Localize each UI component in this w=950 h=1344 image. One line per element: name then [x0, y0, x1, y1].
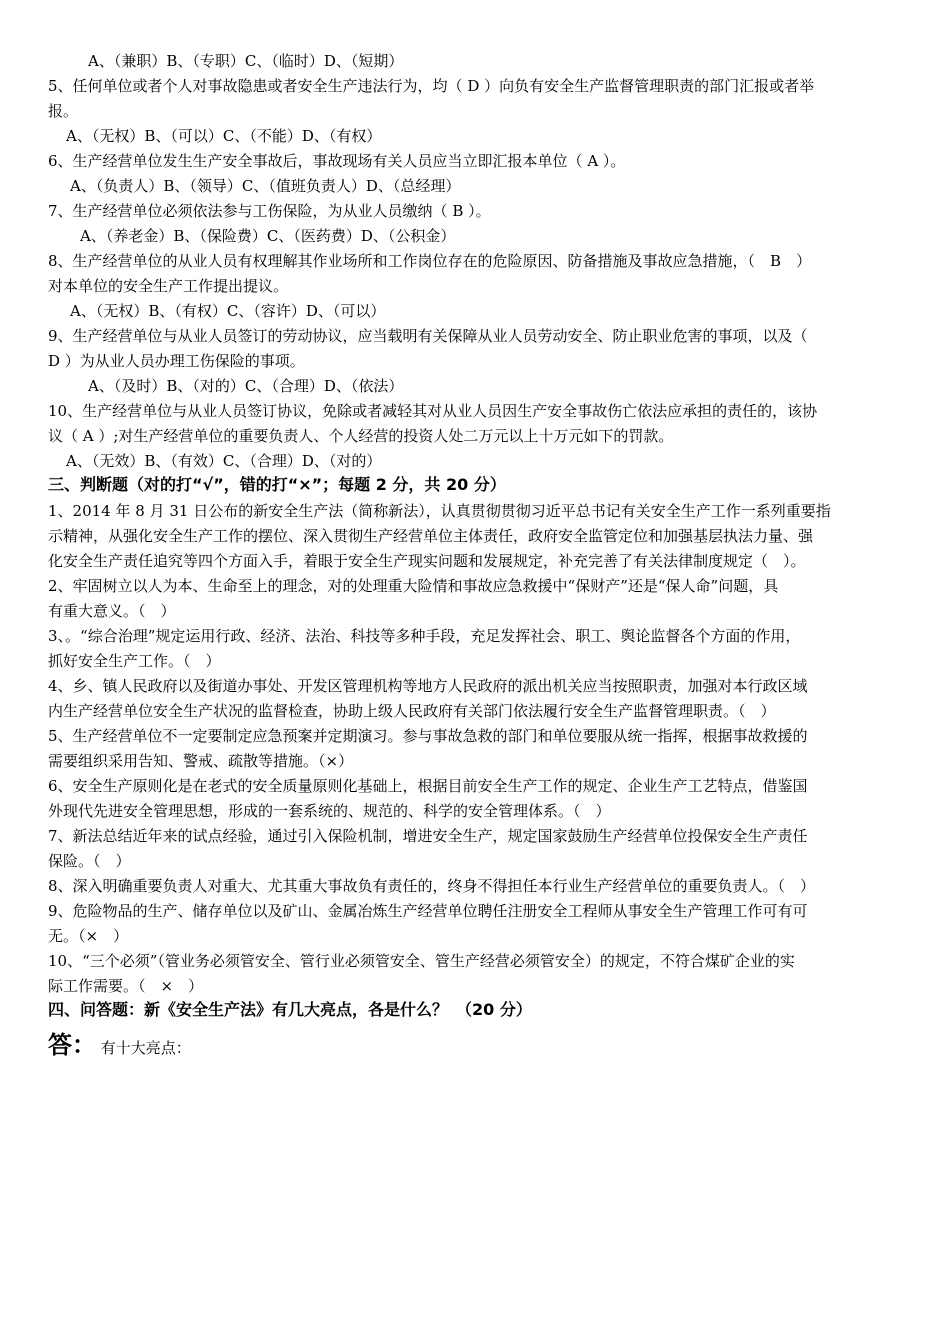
answer-text: 有十大亮点：	[100, 1039, 191, 1057]
options-q8: A、（无权）B、（有权）C、（容许）D、（可以）	[70, 302, 386, 320]
judge-10-line-2: 际工作需要。（ × ）	[48, 977, 204, 995]
section-3-heading: 三、判断题（对的打“√”，错的打“×”；每题 2 分，共 20 分）	[48, 475, 506, 494]
judge-6-line-1: 6、安全生产原则化是在老式的安全质量原则化基础上，根据目前安全生产工作的规定、企业生产工艺特点，借鉴国	[48, 777, 808, 795]
section-4-heading: 四、问答题：新《安全生产法》有几大亮点，各是什么？ （20 分）	[48, 1000, 532, 1019]
question-6: 6、生产经营单位发生生产安全事故后，事故现场有关人员应当立即汇报本单位（ A ）。	[48, 152, 626, 170]
judge-8: 8、深入明确重要负责人对重大、尤其重大事故负有责任的，终身不得担任本行业生产经营单位的重要负责人。（ ）	[48, 877, 816, 895]
judge-2-line-2: 有重大意义。（ ）	[48, 602, 176, 620]
question-10-line-1: 10、生产经营单位与从业人员签订协议，免除或者减轻其对从业人员因生产安全事故伤亡依法应承担的责任的，该协	[48, 402, 818, 420]
judge-3-line-2: 抓好安全生产工作。（ ）	[48, 652, 221, 670]
options-q7: A、（养老金）B、（保险费）C、（医药费）D、（公积金）	[80, 227, 456, 245]
judge-7-line-1: 7、新法总结近年来的试点经验，通过引入保险机制，增进安全生产，规定国家鼓励生产经营单位投保安全生产责任	[48, 827, 808, 845]
options-q10: A、（无效）B、（有效）C、（合理）D、（对的）	[66, 452, 382, 470]
judge-4-line-2: 内生产经营单位安全生产状况的监督检查，协助上级人民政府有关部门依法履行安全生产监督管理职责。（ ）	[48, 702, 776, 720]
question-8-line-2: 对本单位的安全生产工作提出提议。	[48, 277, 289, 295]
judge-2-line-1: 2、牢固树立以人为本、生命至上的理念，对的处理重大险情和事故应急救援中“保财产”还是“保人命”问题，具	[48, 577, 779, 595]
judge-9-line-1: 9、危险物品的生产、储存单位以及矿山、金属冶炼生产经营单位聘任注册安全工程师从事安全生产管理工作可有可	[48, 902, 808, 920]
judge-6-line-2: 外现代先进安全管理思想，形成的一套系统的、规范的、科学的安全管理体系。（ ）	[48, 802, 611, 820]
judge-5-line-2: 需要组织采用告知、警戒、疏散等措施。（×）	[48, 752, 354, 770]
judge-3-line-1: 3、。“综合治理”规定运用行政、经济、法治、科技等多种手段，充足发挥社会、职工、舆论监督各个方面的作用，	[48, 627, 801, 645]
judge-10-line-1: 10、“三个必须”（管业务必须管安全、管行业必须管安全、管生产经营必须管安全）的规定，不符合煤矿企业的实	[48, 952, 795, 970]
question-9-line-1: 9、生产经营单位与从业人员签订的劳动协议，应当载明有关保障从业人员劳动安全、防止职业危害的事项，以及（	[48, 327, 808, 345]
answer-label: 答：	[48, 1031, 96, 1059]
question-5-line-2: 报。	[48, 102, 79, 120]
question-8-line-1: 8、生产经营单位的从业人员有权理解其作业场所和工作岗位存在的危险原因、防备措施及事故应急措施，（ B ）	[48, 252, 812, 270]
judge-9-line-2: 无。（× ）	[48, 927, 129, 945]
question-7: 7、生产经营单位必须依法参与工伤保险，为从业人员缴纳（ B ）。	[48, 202, 491, 220]
question-5-line-1: 5、任何单位或者个人对事故隐患或者安全生产违法行为，均（ D ）向负有安全生产监督管理职责的部门汇报或者举	[48, 77, 815, 95]
options-q5: A、（无权）B、（可以）C、（不能）D、（有权）	[66, 127, 382, 145]
question-9-line-2: D ）为从业人员办理工伤保险的事项。	[48, 352, 305, 370]
judge-7-line-2: 保险。（ ）	[48, 852, 131, 870]
judge-1-line-2: 示精神，从强化安全生产工作的摆位、深入贯彻生产经营单位主体责任，政府安全监管定位和加强基层执法力量、强	[48, 527, 814, 545]
judge-5-line-1: 5、生产经营单位不一定要制定应急预案并定期演习。参与事故急救的部门和单位要服从统一指挥，根据事故救援的	[48, 727, 808, 745]
options-q6: A、（负责人）B、（领导）C、（值班负责人）D、（总经理）	[70, 177, 461, 195]
question-10-line-2: 议（ A ）;对生产经营单位的重要负责人、个人经营的投资人处二万元以上十万元如下的罚款。	[48, 427, 674, 445]
options-q4: A、（兼职）B、（专职）C、（临时）D、（短期）	[88, 52, 404, 70]
options-q9: A、（及时）B、（对的）C、（合理）D、（依法）	[88, 377, 404, 395]
judge-4-line-1: 4、乡、镇人民政府以及街道办事处、开发区管理机构等地方人民政府的派出机关应当按照职责，加强对本行政区域	[48, 677, 808, 695]
judge-1-line-1: 1、2014 年 8 月 31 日公布的新安全生产法（简称新法），认真贯彻贯彻习近平总书记有关安全生产工作一系列重要指	[48, 502, 831, 520]
judge-1-line-3: 化安全生产责任追究等四个方面入手，着眼于安全生产现实问题和发展规定，补充完善了有关法律制度规定（ ）。	[48, 552, 806, 570]
answer-line	[48, 1030, 191, 1060]
